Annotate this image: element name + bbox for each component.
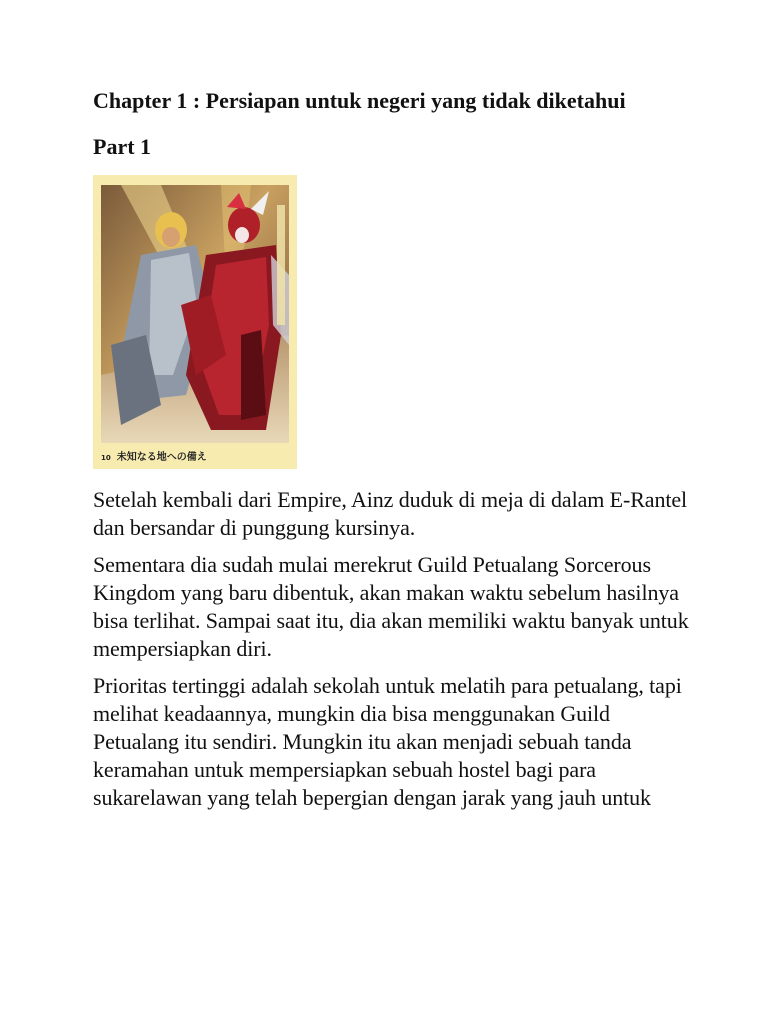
chapter-illustration <box>93 175 297 469</box>
illustration-caption <box>101 448 207 463</box>
part-title: Part 1 <box>93 134 152 159</box>
document-page <box>93 86 693 812</box>
illustration-artwork <box>101 185 289 443</box>
caption-text: 未知なる地への備え <box>116 452 207 463</box>
chapter-title: Chapter 1 : Persiapan untuk negeri yang tidak diketahui <box>93 88 626 113</box>
caption-number: 10 <box>101 454 111 462</box>
paragraph-1: Setelah kembali dari Empire, Ainz duduk di meja di dalam E-Rantel dan bersandar di punggung kursinya. <box>93 487 688 540</box>
paragraph-2: Sementara dia sudah mulai merekrut Guild Petualang Sorcerous Kingdom yang baru dibentuk, akan makan waktu sebelum hasilnya bisa terlihat. Sampai saat itu, dia akan memiliki waktu banyak untuk mempersiapkan diri. <box>93 552 689 661</box>
paragraph-3: Prioritas tertinggi adalah sekolah untuk melatih para petualang, tapi melihat keadaannya, mungkin dia bisa menggunakan Guild Petualang itu sendiri. Mungkin itu akan menjadi sebuah tanda keramahan untuk mempersiapkan sebuah hostel bagi para sukarelawan yang telah bepergian dengan jarak yang jauh untuk <box>93 673 682 810</box>
